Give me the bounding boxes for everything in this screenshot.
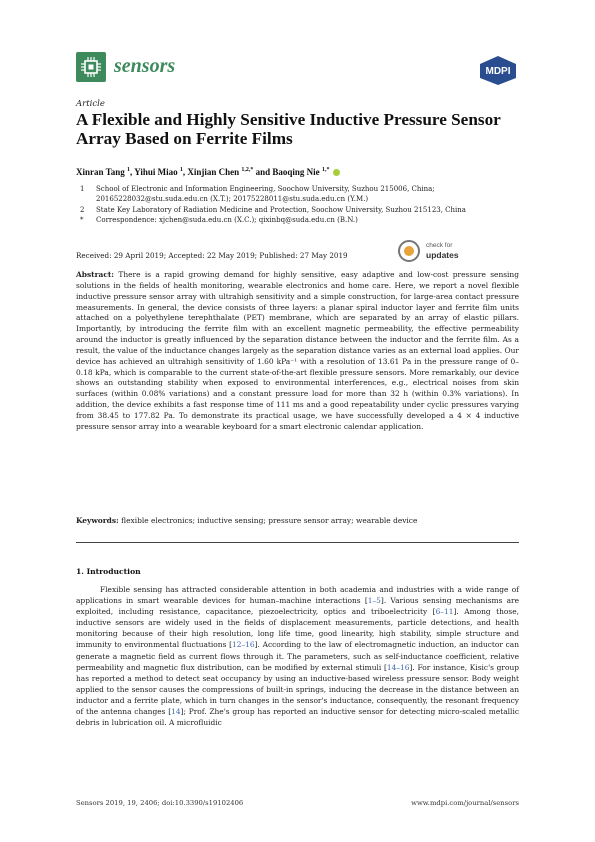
- citation-link[interactable]: 12–16: [231, 640, 255, 650]
- citation-link[interactable]: 14: [171, 707, 181, 717]
- correspondence-text: Correspondence: xjchen@suda.edu.cn (X.C.); qixinbq@suda.edu.cn (B.N.): [96, 216, 358, 225]
- introduction-paragraph: [76, 584, 519, 728]
- check-updates-button[interactable]: [398, 238, 526, 264]
- author-name: Xinran Tang: [76, 167, 125, 177]
- author-name: Yihui Miao: [134, 167, 178, 177]
- author-affiliation-marker: 1: [179, 167, 183, 173]
- affiliation-text: State Key Laboratory of Radiation Medicine and Protection, Soochow University, Suzhou 215123, China: [96, 205, 466, 214]
- mdpi-logo-icon[interactable]: [476, 54, 520, 86]
- citation-link[interactable]: 6–11: [435, 607, 454, 617]
- abstract: [76, 270, 519, 433]
- check-updates-icon: [398, 240, 420, 262]
- publication-dates: Received: 29 April 2019; Accepted: 22 May 2019; Published: 27 May 2019: [76, 251, 348, 260]
- affiliation-item: [76, 215, 526, 225]
- check-updates-label: updates: [426, 250, 459, 260]
- footer-url[interactable]: www.mdpi.com/journal/sensors: [411, 799, 519, 807]
- author-list: Xinran Tang $^1$, Yihui Miao $^1$, Xinjian Chen $^{1,2,*}$ and Baoqing Nie $^{1,*}$: [76, 167, 526, 177]
- author-affiliation-marker: 1,2,*: [241, 167, 254, 173]
- body-text-segment: Flexible sensing has attracted considerable attention in both academia and industries with a wide range of applications in smart wearable devices for human–machine interactions [: [76, 585, 519, 606]
- affiliation-item: [76, 184, 526, 205]
- affiliation-item: [76, 205, 526, 215]
- author-name: Baoqing Nie: [272, 167, 320, 177]
- article-title: A Flexible and Highly Sensitive Inductive Pressure Sensor Array Based on Ferrite Films: [76, 110, 501, 148]
- affiliation-marker: 2: [80, 205, 85, 214]
- publisher-name: MDPI: [485, 66, 511, 77]
- article-type: Article: [76, 99, 105, 109]
- body-text-segment: ]. Among those, inductive sensors are widely used in the fields of displacement measurements, particle detections, and health monitoring because of their high resolution, long life time, good linearity, high stability, simple structure and immunity to environmental fluctuations [: [76, 607, 519, 650]
- journal-header: [76, 52, 520, 86]
- affiliations: [76, 184, 526, 226]
- author-affiliation-marker: 1,*: [321, 167, 330, 173]
- affiliation-marker: 1: [80, 185, 85, 193]
- journal-logo-icon: [76, 52, 106, 82]
- section-heading: 1. Introduction: [76, 567, 141, 576]
- abstract-label: Abstract:: [76, 270, 115, 279]
- check-updates-small-label: check for: [426, 242, 453, 249]
- affiliation-text: School of Electronic and Information Engineering, Soochow University, Suzhou 215006, China; 20165228032@stu.suda.edu.cn (X.T.); 20175228011@stu.suda.edu.cn (Y.M.): [96, 185, 435, 204]
- journal-name: sensors: [114, 55, 176, 77]
- citation-link[interactable]: 1–5: [367, 596, 381, 606]
- body-text-segment: ]. According to the law of electromagnetic induction, an inductor can generate a magnetic field as current flows through it. The parameters, such as self-inductance coefficient, relative permeability and magnetic flux distribution, can be modified by external stimuli [: [76, 640, 520, 672]
- keywords-text: flexible electronics; inductive sensing; pressure sensor array; wearable device: [121, 516, 418, 525]
- author-affiliation-marker: 1: [127, 167, 131, 173]
- footer-citation: Sensors 2019, 19, 2406; doi:10.3390/s19102406: [76, 799, 244, 807]
- keywords-label: Keywords:: [76, 516, 119, 525]
- abstract-text: There is a rapid growing demand for highly sensitive, easy adaptive and low-cost pressure sensing solutions in the fields of health monitoring, wearable electronics and home care. Here, we report a novel flexible inductive pressure sensor array with ultrahigh sensitivity and a simple construction, for large-area contact pressure measurements. In general, the device consists of three layers: a planar spiral inductor layer and ferrite film units attached on a polyethylene terephthalate (PET) membrane, which are separated by an array of elastic pillars. Importantly, by introducing the ferrite film with an excellent magnetic permeability, the effective permeability around the inductor is greatly influenced by the separation distance between the inductor and the ferrite film. As a result, the value of the inductance changes largely as the separation distance varies as an external load applies. Our device has achieved an ultrahigh sensitivity of 1.60 kPa⁻¹ with a resolution of 13.61 Pa in the pressure range of 0–0.18 kPa, which is comparable to the current state-of-the-art flexible pressure sensors. More remarkably, our device shows an outstanding stability when exposed to environmental interferences, e.g., electrical noises from skin surfaces (within 0.08% variations) and a constant pressure load for more than 32 h (within 0.3% variations). In addition, the device exhibits a fast response time of 111 ms and a good repeatability under cyclic pressures varying from 38.45 to 177.82 Pa. To demonstrate its practical usage, we have successfully developed a 4 × 4 inductive pressure sensor array into a wearable keyboard for a smart electronic calendar application.: [76, 270, 519, 431]
- affiliation-marker: *: [80, 216, 84, 225]
- citation-link[interactable]: 14–16: [386, 662, 410, 672]
- body-text-segment: ]; Prof. Zhe's group has reported an inductive sensor for detecting micro-scaled metallic debris in lubrication oil. A microfluidic: [76, 707, 519, 728]
- body-text-segment: ]. Various sensing mechanisms are exploited, including resistance, capacitance, piezoelectricity, optics and triboelectricity [: [76, 596, 519, 617]
- author-name: Xinjian Chen: [187, 167, 240, 177]
- section-divider: [76, 542, 519, 543]
- body-text-segment: ]. For instance, Kisic's group has reported a method to detect seat occupancy by using an inductive-based wireless pressure sensor. Body weight applied to the sensor causes the compressions of built-in springs, inducing the decrease in the distance between an inductor and a ferrite plate, which in turn changes in the sensor's inductance, consequently, the resonant frequency of the antenna changes [: [76, 662, 519, 717]
- keywords: [76, 516, 519, 525]
- orcid-icon[interactable]: [333, 169, 340, 176]
